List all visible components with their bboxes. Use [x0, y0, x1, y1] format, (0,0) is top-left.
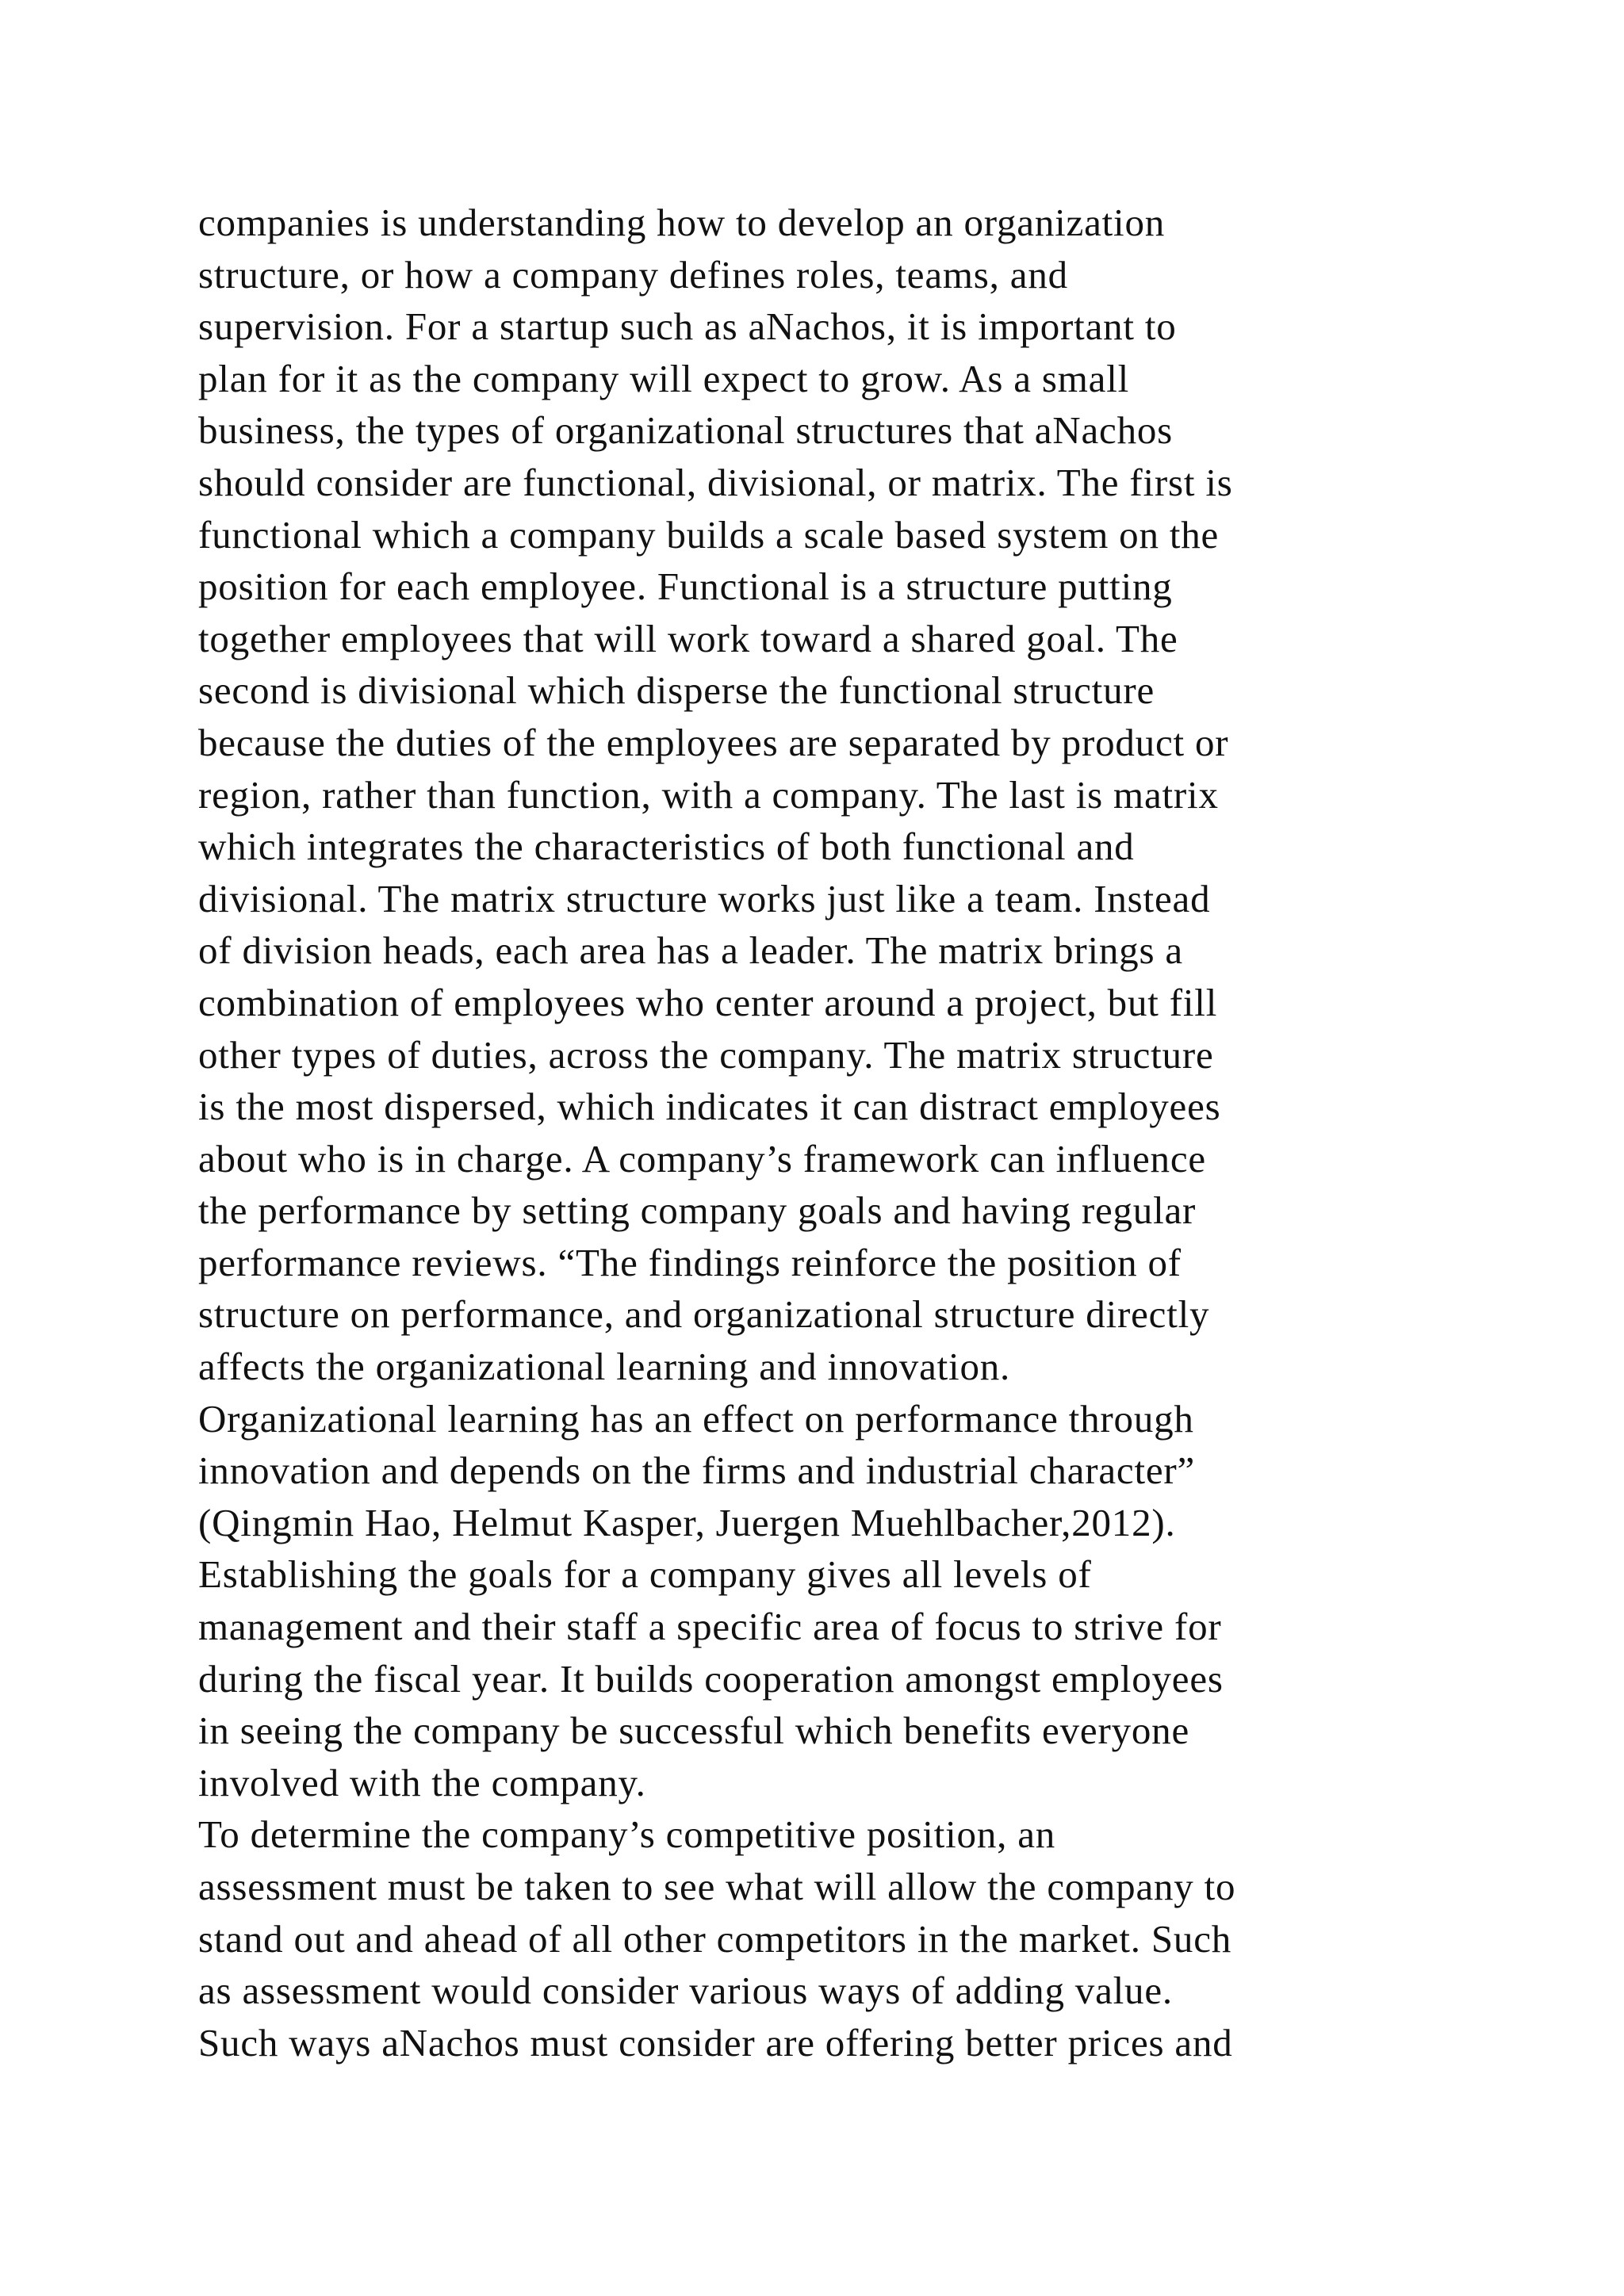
text-line: structure on performance, and organizational structure directly: [198, 1292, 1210, 1337]
text-line: management and their staff a specific area of focus to strive for: [198, 1605, 1222, 1649]
text-line: Establishing the goals for a company gives all levels of: [198, 1552, 1092, 1597]
text-line: during the fiscal year. It builds cooperation amongst employees: [198, 1656, 1224, 1701]
text-line: assessment must be taken to see what will allow the company to: [198, 1865, 1236, 1908]
text-line: companies is understanding how to develop an organization: [198, 201, 1166, 244]
text-line: Such ways aNachos must consider are offering better prices and: [198, 2020, 1233, 2064]
text-line: the performance by setting company goals and having regular: [198, 1188, 1197, 1233]
text-line: combination of employees who center around a project, but fill: [198, 980, 1218, 1024]
text-line: is the most dispersed, which indicates it can distract employees: [198, 1085, 1221, 1129]
body-text: [198, 197, 1562, 2068]
text-line: of division heads, each area has a leader. The matrix brings a: [198, 928, 1183, 973]
text-line: stand out and ahead of all other competitors in the market. Such: [198, 1916, 1232, 1961]
text-line: structure, or how a company defines roles, teams, and: [198, 252, 1068, 297]
text-line: To determine the company’s competitive position, an: [198, 1812, 1056, 1857]
text-line: innovation and depends on the firms and industrial character”: [198, 1448, 1196, 1493]
text-line: supervision. For a startup such as aNachos, it is important to: [198, 304, 1177, 349]
text-line: position for each employee. Functional is a structure putting: [198, 564, 1173, 609]
text-line: should consider are functional, divisional, or matrix. The first is: [198, 460, 1233, 504]
text-line: about who is in charge. A company’s framework can influence: [198, 1136, 1206, 1181]
text-line: business, the types of organizational structures that aNachos: [198, 408, 1174, 453]
text-line: which integrates the characteristics of both functional and: [198, 825, 1135, 869]
text-line: divisional. The matrix structure works just like a team. Instead: [198, 876, 1211, 920]
text-line: other types of duties, across the company. The matrix structure: [198, 1032, 1214, 1077]
text-line: together employees that will work toward a shared goal. The: [198, 616, 1178, 660]
text-line: functional which a company builds a scale based system on the: [198, 512, 1220, 557]
text-line: in seeing the company be successful which benefits everyone: [198, 1709, 1190, 1753]
text-line: as assessment would consider various ways of adding value.: [198, 1969, 1173, 2013]
text-line: second is divisional which disperse the functional structure: [198, 668, 1155, 713]
text-line: performance reviews. “The findings reinforce the position of: [198, 1240, 1182, 1284]
text-line: affects the organizational learning and innovation.: [198, 1345, 1011, 1389]
text-line: region, rather than function, with a company. The last is matrix: [198, 772, 1219, 817]
text-line: (Qingmin Hao, Helmut Kasper, Juergen Muehlbacher,2012).: [198, 1500, 1176, 1544]
text-line: because the duties of the employees are separated by product or: [198, 720, 1229, 764]
text-line: involved with the company.: [198, 1760, 646, 1804]
text-line: plan for it as the company will expect to grow. As a small: [198, 356, 1130, 400]
text-line: Organizational learning has an effect on performance through: [198, 1396, 1194, 1441]
